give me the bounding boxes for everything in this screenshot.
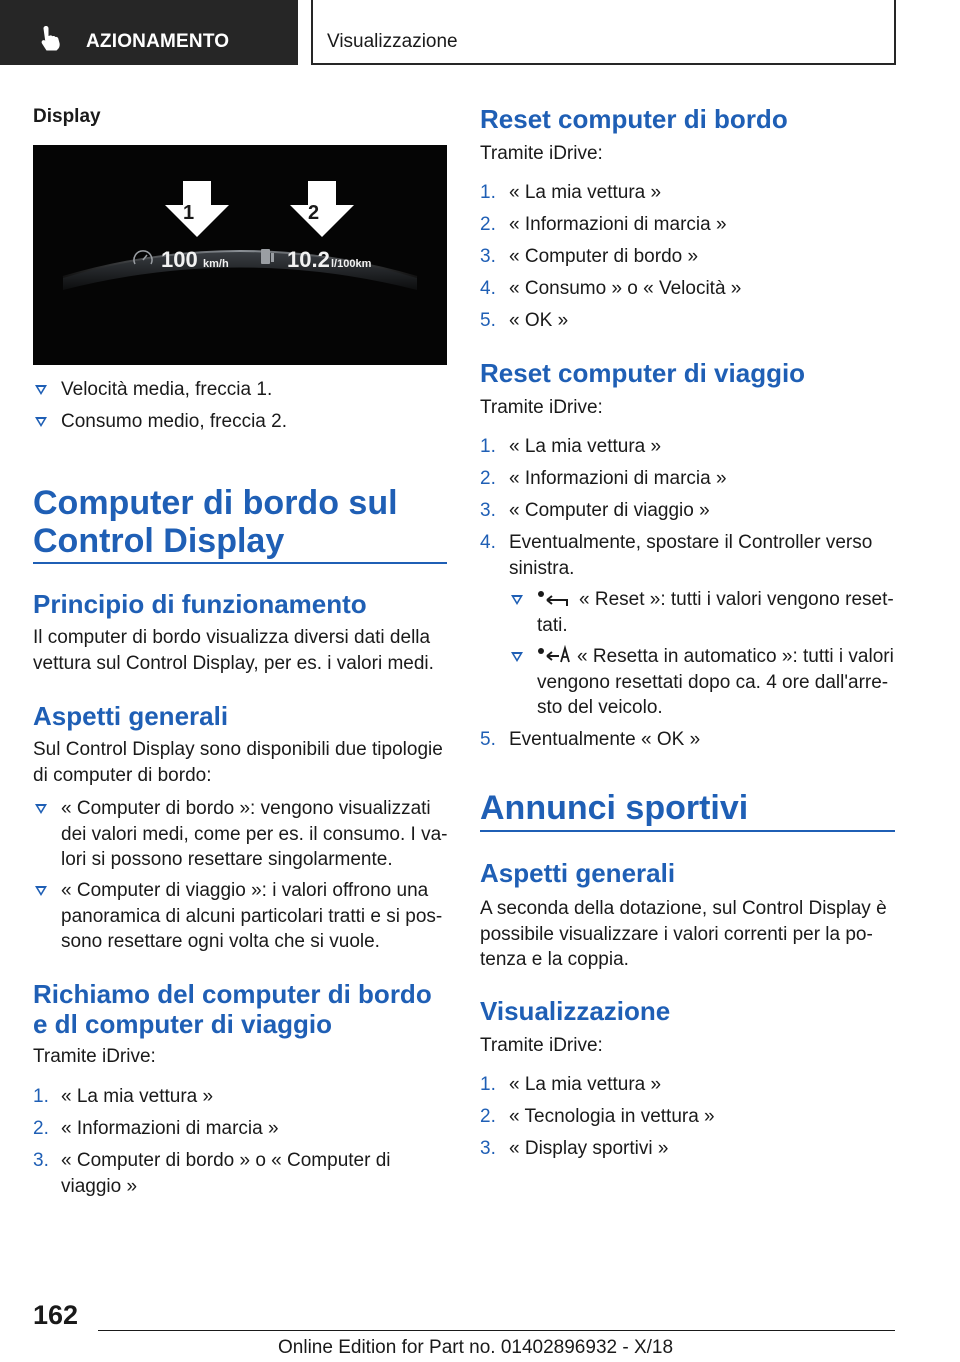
section-rule xyxy=(480,830,895,832)
subtitle-principio: Principio di funzionamento xyxy=(33,589,367,619)
triangle-bullet-icon xyxy=(511,652,523,662)
display-illustration xyxy=(33,145,447,365)
subtitle-aspetti-generali: Aspetti generali xyxy=(33,701,229,731)
consumption-value: 10.2 xyxy=(287,247,330,272)
reset-bordo-intro: Tramite iDrive: xyxy=(480,143,603,164)
page-number: 162 xyxy=(33,1300,79,1330)
header-section-tab xyxy=(0,0,298,65)
subtitle-visualizzazione: Visualizzazione xyxy=(480,996,671,1026)
footer-edition: Online Edition for Part no. 01402896932 - X/18 xyxy=(278,1337,674,1358)
section-title-computer-di-bordo: Computer di bordo sul Control Display xyxy=(33,484,398,560)
footer-rule xyxy=(98,1330,895,1331)
reset-viaggio-intro: Tramite iDrive: xyxy=(480,397,603,418)
speed-unit: km/h xyxy=(203,258,229,270)
arrow-2-label: 2 xyxy=(308,202,320,224)
speed-value: 100 xyxy=(161,247,198,272)
instrument-display-image xyxy=(33,145,447,365)
subtitle-reset-viaggio: Reset computer di viaggio xyxy=(480,358,806,388)
subtitle-annunci-aspetti: Aspetti generali xyxy=(480,858,676,888)
arrow-1-icon xyxy=(165,181,229,237)
principio-text: Il computer di bordo visualizza diversi dati della vettura sul Control Display, per es. i valori medi. xyxy=(33,627,434,674)
arrow-1-label: 1 xyxy=(183,202,195,224)
triangle-bullet-icon xyxy=(35,417,47,427)
visual-intro: Tramite iDrive: xyxy=(480,1035,603,1056)
triangle-bullet-icon xyxy=(511,595,523,605)
subtitle-richiamo: Richiamo del computer di bordo e dl computer di viaggio xyxy=(33,979,432,1039)
topic-label: Visualizzazione xyxy=(327,31,458,52)
section-label: AZIONAMENTO xyxy=(86,31,230,52)
reset-arrow-icon xyxy=(537,590,573,608)
section-title-annunci-sportivi: Annunci sportivi xyxy=(480,789,749,827)
subtitle-reset-bordo: Reset computer di bordo xyxy=(480,104,788,134)
hand-pointer-icon xyxy=(38,24,64,52)
triangle-bullet-icon xyxy=(35,385,47,395)
aspetti-text: Sul Control Display sono disponibili due tipologie di computer di bordo: xyxy=(33,739,443,786)
display-heading: Display xyxy=(33,106,101,127)
arrow-2-icon xyxy=(290,181,354,237)
richiamo-intro: Tramite iDrive: xyxy=(33,1046,156,1067)
annunci-text: A seconda della dotazione, sul Control Display è possibile visualizzare i valori correnti per la po- tenza e la coppia. xyxy=(480,898,887,970)
consumption-unit: l/100km xyxy=(331,258,372,270)
triangle-bullet-icon xyxy=(35,886,47,896)
auto-reset-arrow-icon xyxy=(537,644,573,664)
triangle-bullet-icon xyxy=(35,804,47,814)
section-rule xyxy=(33,562,447,564)
header-topic-box xyxy=(311,0,896,65)
